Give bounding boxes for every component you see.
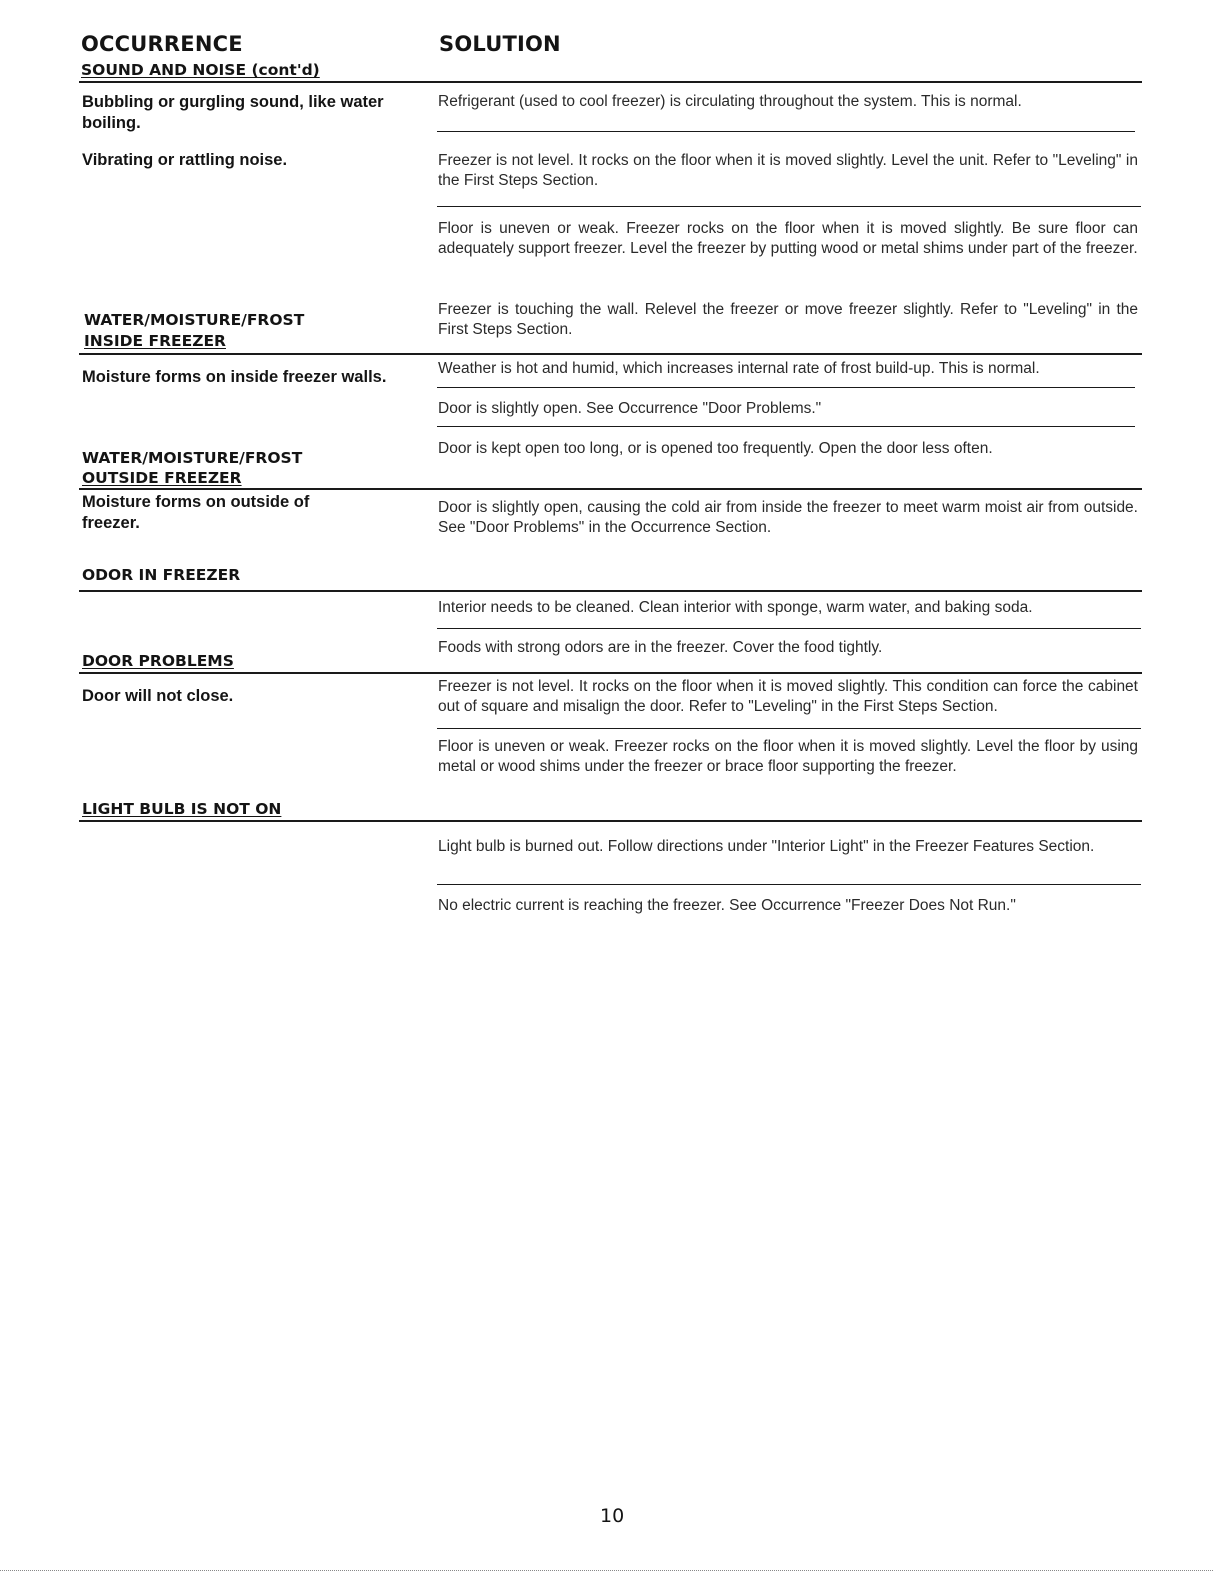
section-frost-outside-line1: WATER/MOISTURE/FROST xyxy=(82,449,303,467)
section-divider xyxy=(79,672,1142,674)
solution-strong-odors: Foods with strong odors are in the freezer. Cover the food tightly. xyxy=(438,639,883,656)
section-divider xyxy=(79,488,1142,490)
solution-interior-clean: Interior needs to be cleaned. Clean interior with sponge, warm water, and baking soda. xyxy=(438,599,1033,616)
page-bottom-border xyxy=(0,1570,1213,1571)
solution-touching-wall: Freezer is touching the wall. Relevel the freezer or move freezer slightly. Refer to "Leveling" in the First Steps Section. xyxy=(438,301,1138,338)
solution-header: SOLUTION xyxy=(439,32,561,56)
solution-divider xyxy=(437,728,1141,729)
occurrence-header: OCCURRENCE xyxy=(81,32,243,56)
solution-divider xyxy=(437,387,1135,388)
solution-divider xyxy=(437,426,1135,427)
occurrence-moisture-outside: Moisture forms on outside of freezer. xyxy=(82,493,310,532)
section-frost-outside-line2: OUTSIDE FREEZER xyxy=(82,469,242,487)
solution-cold-meets-warm: Door is slightly open, causing the cold air from inside the freezer to meet warm moist air from outside. See "Door Problems" in the Occurrence Section. xyxy=(438,499,1138,536)
solution-door-kept-open: Door is kept open too long, or is opened too frequently. Open the door less often. xyxy=(438,440,993,457)
section-divider xyxy=(79,353,1142,355)
solution-divider xyxy=(437,884,1141,885)
solution-no-current: No electric current is reaching the freezer. See Occurrence "Freezer Does Not Run." xyxy=(438,897,1016,914)
solution-divider xyxy=(437,131,1135,132)
section-door-problems: DOOR PROBLEMS xyxy=(82,652,234,670)
solution-bulb-burned: Light bulb is burned out. Follow directions under "Interior Light" in the Freezer Features Section. xyxy=(438,838,1095,855)
solution-divider xyxy=(437,206,1141,207)
solution-door-floor-uneven: Floor is uneven or weak. Freezer rocks on the floor when it is moved slightly. Level the floor by using metal or wood shims under the freezer or brace floor supporting the freezer. xyxy=(438,738,1138,775)
section-divider xyxy=(79,820,1142,822)
section-light-bulb: LIGHT BULB IS NOT ON xyxy=(82,800,282,818)
solution-divider xyxy=(437,628,1141,629)
solution-door-not-level: Freezer is not level. It rocks on the floor when it is moved slightly. This condition can force the cabinet out of square and misalign the door. Refer to "Leveling" in the First Steps Section. xyxy=(438,678,1138,715)
occurrence-door-not-close: Door will not close. xyxy=(82,687,234,705)
page-number: 10 xyxy=(600,1505,625,1527)
solution-door-open-slightly: Door is slightly open. See Occurrence "Door Problems." xyxy=(438,400,822,417)
solution-refrigerant: Refrigerant (used to cool freezer) is circulating throughout the system. This is normal. xyxy=(438,93,1022,110)
section-divider xyxy=(79,590,1142,592)
section-divider xyxy=(79,81,1142,83)
occurrence-vibrating: Vibrating or rattling noise. xyxy=(82,151,288,169)
occurrence-moisture-inside: Moisture forms on inside freezer walls. xyxy=(82,368,387,386)
section-frost-inside-line2: INSIDE FREEZER xyxy=(84,332,226,350)
solution-not-level: Freezer is not level. It rocks on the floor when it is moved slightly. Level the unit. Refer to "Leveling" in the First Steps Section. xyxy=(438,152,1138,189)
section-sound-and-noise: SOUND AND NOISE (cont'd) xyxy=(81,61,320,79)
section-frost-inside-line1: WATER/MOISTURE/FROST xyxy=(84,311,305,329)
occurrence-bubbling: Bubbling or gurgling sound, like water boiling. xyxy=(82,93,384,132)
section-odor-in-freezer: ODOR IN FREEZER xyxy=(82,566,241,584)
solution-floor-uneven: Floor is uneven or weak. Freezer rocks on the floor when it is moved slightly. Be sure floor can adequately support freezer. Level the freezer by putting wood or metal shims under part of the freezer. xyxy=(438,220,1138,257)
solution-weather: Weather is hot and humid, which increases internal rate of frost build-up. This is normal. xyxy=(438,360,1040,377)
